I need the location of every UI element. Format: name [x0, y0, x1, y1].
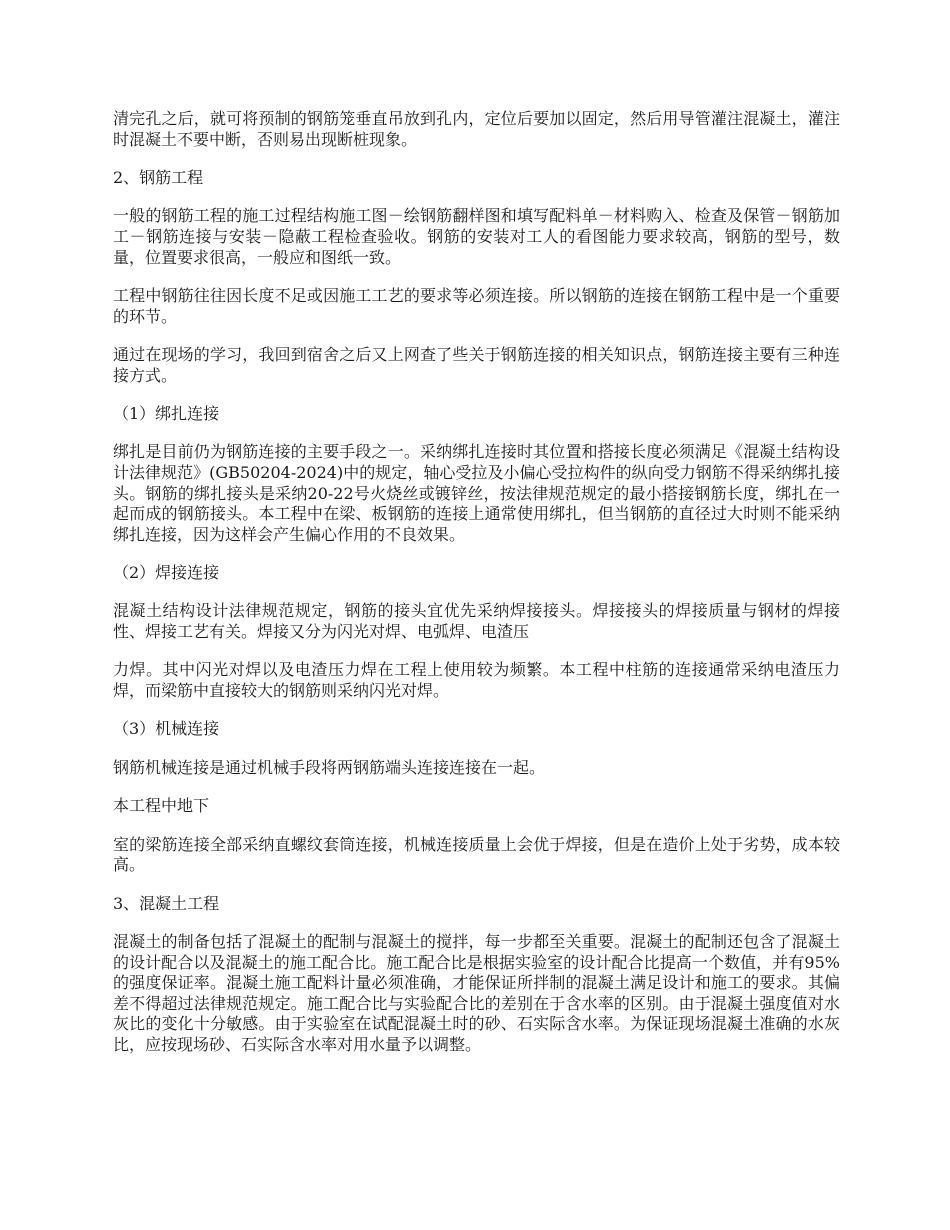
paragraph-mechanical-connection: 钢筋机械连接是通过机械手段将两钢筋端头连接连接在一起。 — [113, 757, 546, 777]
paragraph-rebar-process: 一般的钢筋工程的施工过程结构施工图－绘钢筋翻样图和填写配料单－材料购入、检查及保管－钢筋加工－钢筋连接与安装－隐蔽工程检查验收。钢筋的安装对工人的看图能力要求较高，钢筋的型号，数量，位置要求很高，一般应和图纸一致。 — [113, 206, 840, 267]
paragraph-rebar-connection-importance: 工程中钢筋往往因长度不足或因施工工艺的要求等必须连接。所以钢筋的连接在钢筋工程中是一个重要的环节。 — [113, 285, 840, 326]
subheading-mechanical-connection: （3）机械连接 — [113, 719, 220, 739]
paragraph-pile-concrete-pouring: 清完孔之后，就可将预制的钢筋笼垂直吊放到孔内，定位后要加以固定，然后用导管灌注混凝土，灌注时混凝土不要中断，否则易出现断桩现象。 — [113, 109, 840, 149]
paragraph-binding-connection: 绑扎是目前仍为钢筋连接的主要手段之一。采纳绑扎连接时其位置和搭接长度必须满足《混凝土结构设计法律规范》(GB50204-2024)中的规定，轴心受拉及小偏心受拉构件的纵向受力钢筋不得采纳绑扎接头。钢筋的绑扎接头是采纳20-22号火烧丝或镀锌丝，按法律规范规定的最小搭接钢筋长度，绑扎在一起而成的钢筋接头。本工程中在梁、板钢筋的连接上通常使用绑扎，但当钢筋的直径过大时则不能采纳绑扎连接，因为这样会产生偏心作用的不良效果。 — [113, 442, 840, 544]
paragraph-underground-fragment: 本工程中地下 — [113, 796, 210, 816]
section-heading-rebar-work: 2、钢筋工程 — [113, 167, 204, 187]
paragraph-welding-connection-continued: 力焊。其中闪光对焊以及电渣压力焊在工程上使用较为频繁。本工程中柱筋的连接通常采纳电渣压力焊，而梁筋中直接较大的钢筋则采纳闪光对焊。 — [113, 660, 840, 701]
subheading-binding-connection: （1）绑扎连接 — [113, 403, 220, 423]
subheading-welding-connection: （2）焊接连接 — [113, 563, 220, 583]
section-heading-concrete-work: 3、混凝土工程 — [113, 893, 220, 913]
paragraph-beam-threaded-sleeve: 室的梁筋连接全部采纳直螺纹套筒连接，机械连接质量上会优于焊接，但是在造价上处于劣势，成本较高。 — [113, 834, 840, 875]
paragraph-concrete-mix: 混凝土的制备包括了混凝土的配制与混凝土的搅拌，每一步都至关重要。混凝土的配制还包含了混凝土的设计配合以及混凝土的施工配合比。施工配合比是根据实验室的设计配合比提高一个数值，并有95%的强度保证率。混凝土施工配料计量必须准确，才能保证所拌制的混凝土满足设计和施工的要求。其偏差不得超过法律规范规定。施工配合比与实验配合比的差别在于含水率的区别。由于混凝土强度值对水灰比的变化十分敏感。由于实验室在试配混凝土时的砂、石实际含水率。为保证现场混凝土准确的水灰比，应按现场砂、石实际含水率对用水量予以调整。 — [113, 931, 840, 1054]
document-page — [113, 109, 840, 1073]
paragraph-connection-methods-intro: 通过在现场的学习，我回到宿舍之后又上网查了些关于钢筋连接的相关知识点，钢筋连接主要有三种连接方式。 — [113, 344, 840, 385]
paragraph-welding-connection: 混凝土结构设计法律规范规定，钢筋的接头宜优先采纳焊接接头。焊接接头的焊接质量与钢材的焊接性、焊接工艺有关。焊接又分为闪光对焊、电弧焊、电渣压 — [113, 601, 840, 642]
